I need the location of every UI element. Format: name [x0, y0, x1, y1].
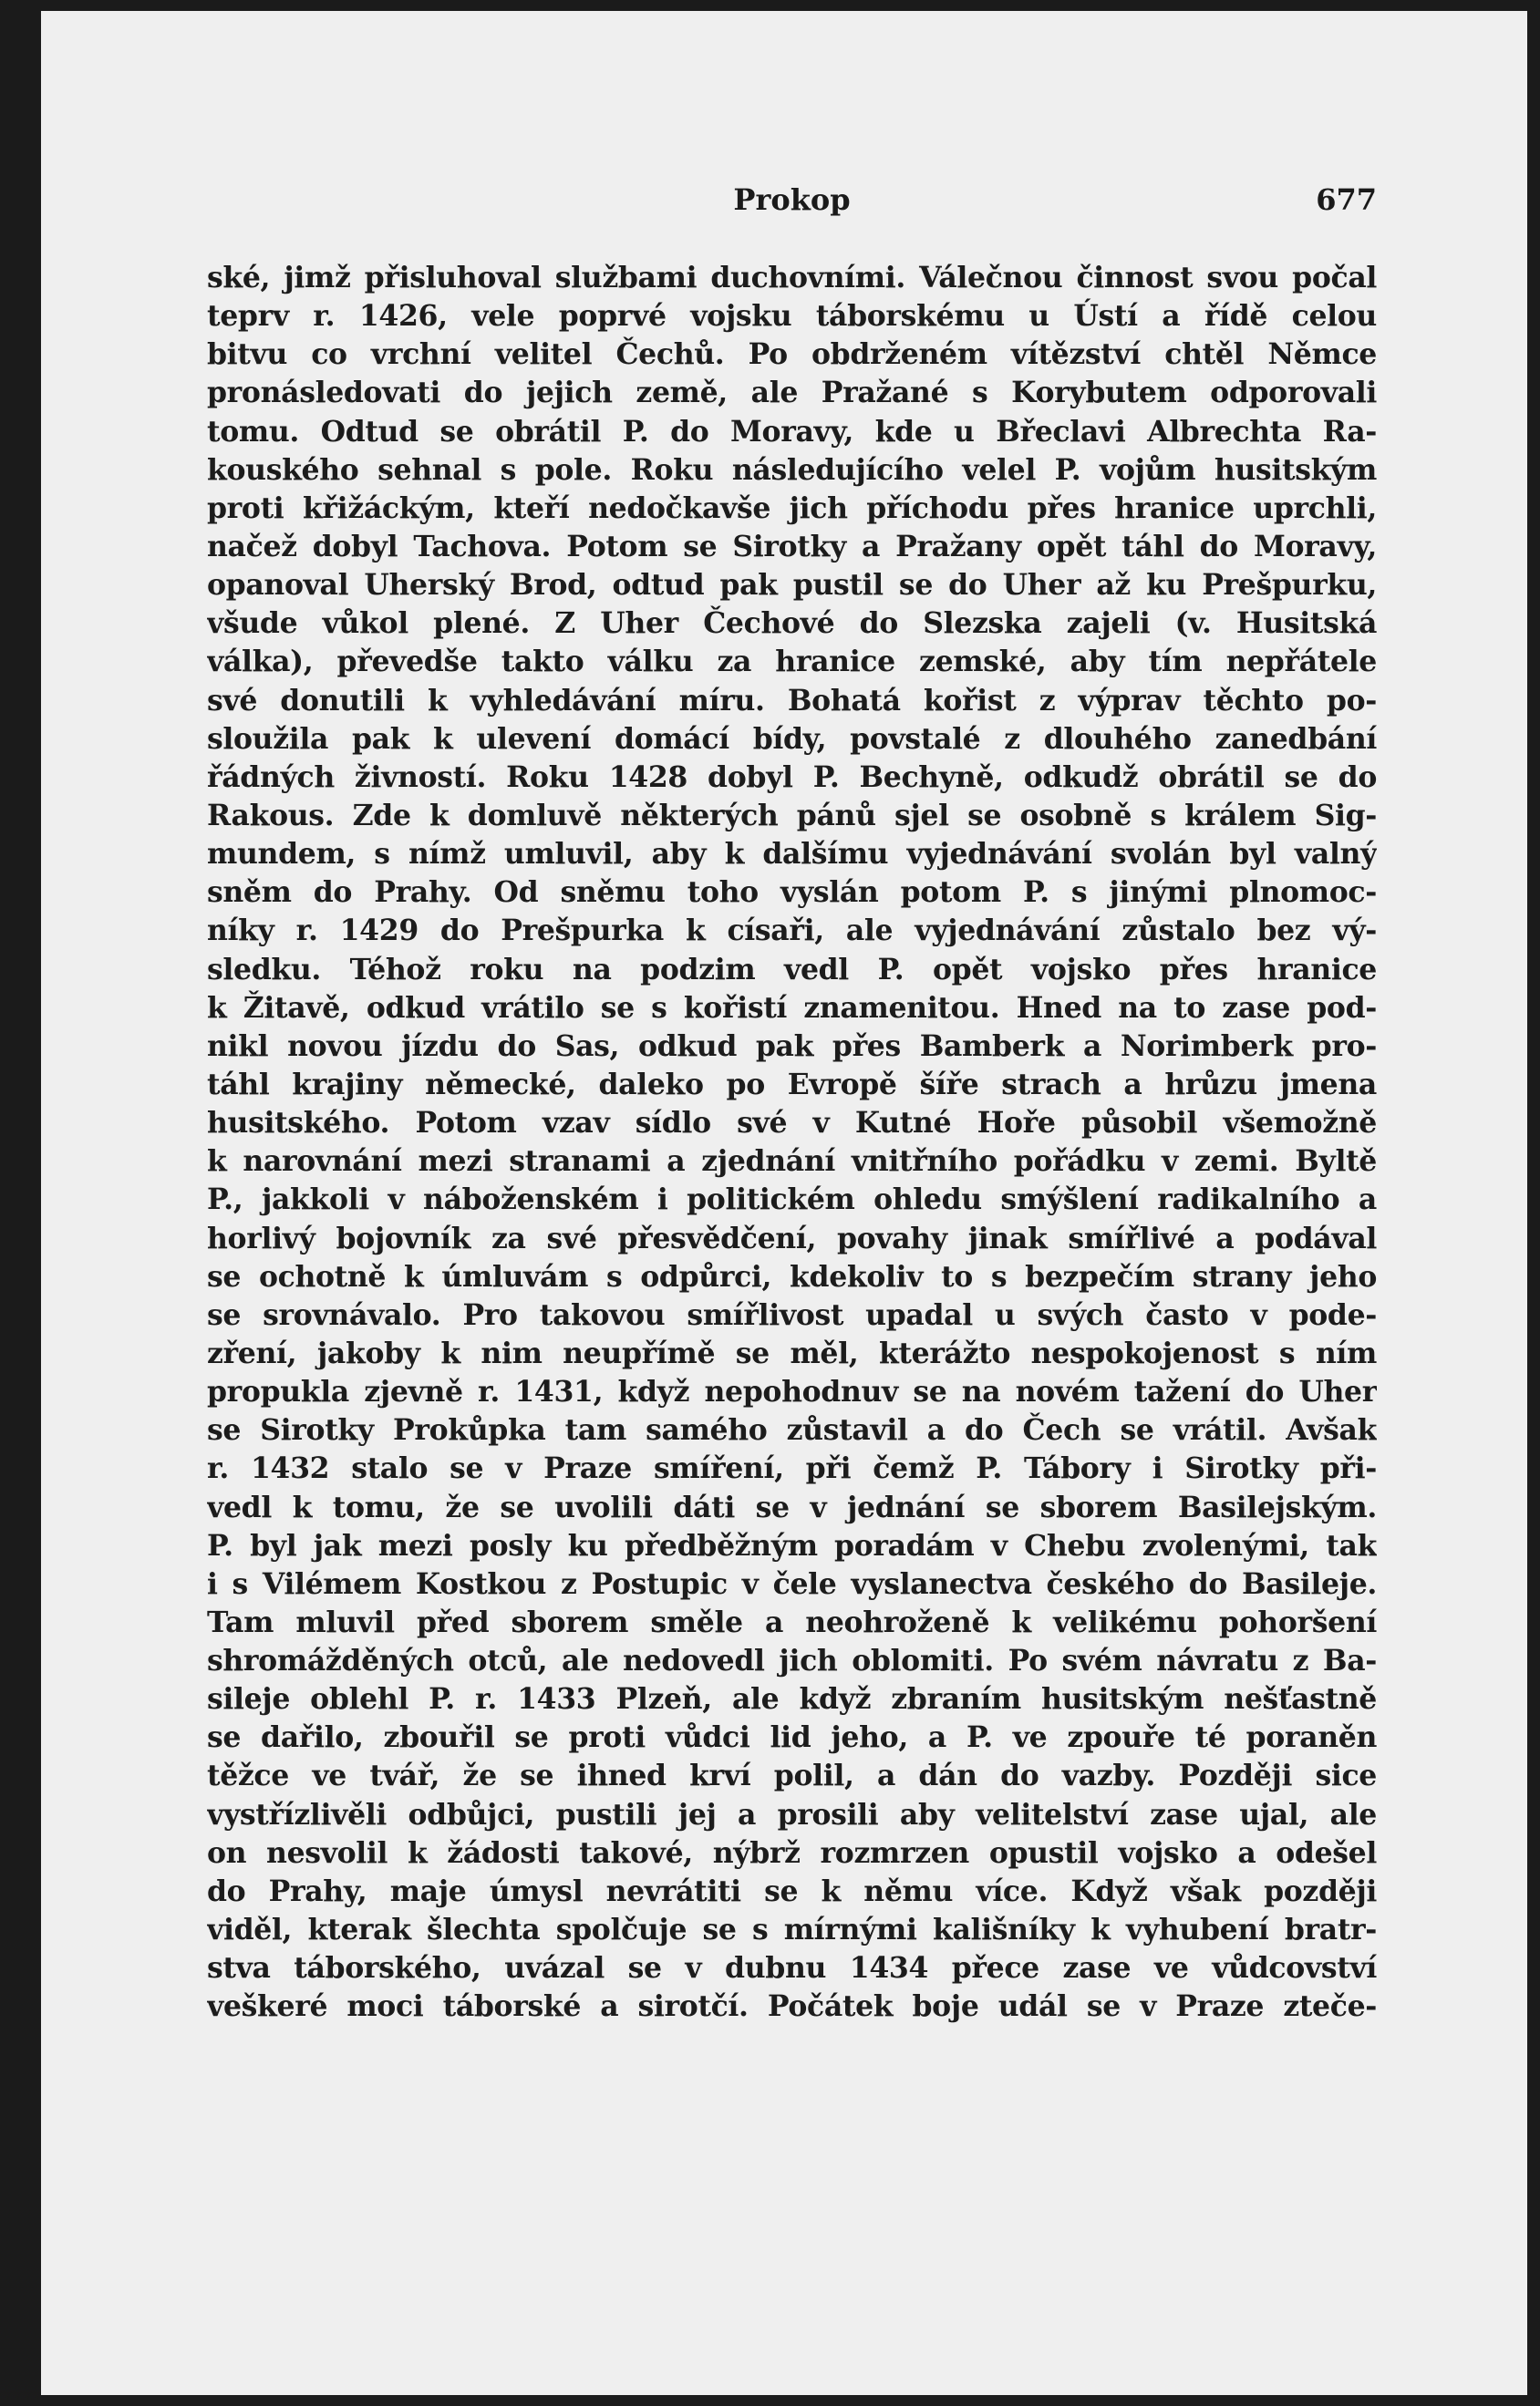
text-line: všude vůkol plené. Z Uher Čechové do Slezska zajeli (v. Husitská: [207, 606, 1377, 641]
text-line: husitského. Potom vzav sídlo své v Kutné Hoře působil všemožně: [207, 1106, 1377, 1141]
text-line: propukla zjevně r. 1431, když nepohodnuv se na novém tažení do Uher: [207, 1375, 1377, 1410]
text-line: k narovnání mezi stranami a zjednání vnitřního pořádku v zemi. Byltě: [207, 1144, 1377, 1179]
text-line: k Žitavě, odkud vrátilo se s kořistí znamenitou. Hned na to zase pod-: [207, 990, 1377, 1025]
text-line: veškeré moci táborské a sirotčí. Počátek boje udál se v Praze zteče-: [207, 1989, 1377, 2024]
text-line: tomu. Odtud se obrátil P. do Moravy, kde u Břeclavi Albrechta Ra-: [207, 414, 1377, 449]
text-line: válka), převedše takto válku za hranice zemské, aby tím nepřátele: [207, 645, 1377, 679]
text-line: řádných živností. Roku 1428 dobyl P. Bechyně, odkudž obrátil se do: [207, 759, 1377, 794]
text-line: táhl krajiny německé, daleko po Evropě šíře strach a hrůzu jmena: [207, 1067, 1377, 1101]
text-line: sněm do Prahy. Od sněmu toho vyslán potom P. s jinými plnomoc-: [207, 875, 1377, 910]
text-line: teprv r. 1426, vele poprvé vojsku táborskému u Ústí a řídě celou: [207, 299, 1377, 334]
text-line: Tam mluvil před sborem směle a neohroženě k velikému pohoršení: [207, 1605, 1377, 1639]
text-line: Rakous. Zde k domluvě některých pánů sjel se osobně s králem Sig-: [207, 798, 1377, 832]
text-line: své donutili k vyhledávání míru. Bohatá kořist z výprav těchto po-: [207, 683, 1377, 718]
text-line: on nesvolil k žádosti takové, nýbrž rozmrzen opustil vojsko a odešel: [207, 1835, 1377, 1870]
text-line: horlivý bojovník za své přesvědčení, povahy jinak smířlivé a podával: [207, 1221, 1377, 1255]
text-line: sledku. Téhož roku na podzim vedl P. opět vojsko přes hranice: [207, 952, 1377, 986]
text-line: opanoval Uherský Brod, odtud pak pustil se do Uher až ku Prešpurku,: [207, 568, 1377, 603]
text-line: se dařilo, zbouřil se proti vůdci lid jeho, a P. ve zpouře té poraněn: [207, 1720, 1377, 1755]
text-line: se Sirotky Prokůpka tam samého zůstavil a do Čech se vrátil. Avšak: [207, 1413, 1377, 1448]
text-line: se ochotně k úmluvám s odpůrci, kdekoliv to s bezpečím strany jeho: [207, 1259, 1377, 1294]
text-line: viděl, kterak šlechta spolčuje se s mírnými kališníky k vyhubení bratr-: [207, 1913, 1377, 1947]
text-line: proti křižáckým, kteří nedočkavše jich příchodu přes hranice uprchli,: [207, 490, 1377, 525]
text-line: shromážděných otců, ale nedovedl jich oblomiti. Po svém návratu z Ba-: [207, 1644, 1377, 1678]
page-number: 677: [1316, 182, 1377, 217]
text-line: mundem, s nímž umluvil, aby k dalšímu vyjednávání svolán byl valný: [207, 837, 1377, 872]
text-line: těžce ve tvář, že se ihned krví polil, a dán do vazby. Později sice: [207, 1759, 1377, 1793]
text-line: níky r. 1429 do Prešpurka k císaři, ale vyjednávání zůstalo bez vý-: [207, 914, 1377, 948]
text-line: bitvu co vrchní velitel Čechů. Po obdrženém vítězství chtěl Němce: [207, 337, 1377, 372]
text-line: načež dobyl Tachova. Potom se Sirotky a Pražany opět táhl do Moravy,: [207, 529, 1377, 563]
text-line: r. 1432 stalo se v Praze smíření, při čemž P. Tábory i Sirotky při-: [207, 1451, 1377, 1486]
text-line: sileje oblehl P. r. 1433 Plzeň, ale když zbraním husitským nešťastně: [207, 1682, 1377, 1717]
text-line: kouského sehnal s pole. Roku následujícího velel P. vojům husitským: [207, 452, 1377, 487]
text-line: se srovnávalo. Pro takovou smířlivost upadal u svých často v pode-: [207, 1297, 1377, 1332]
text-line: zření, jakoby k nim neupřímě se měl, kterážto nespokojenost s ním: [207, 1336, 1377, 1370]
text-line: pronásledovati do jejich země, ale Pražané s Korybutem odporovali: [207, 376, 1377, 410]
text-line: stva táborského, uvázal se v dubnu 1434 přece zase ve vůdcovství: [207, 1951, 1377, 1986]
text-line: ské, jimž přisluhoval službami duchovními. Válečnou činnost svou počal: [207, 261, 1377, 294]
text-line: P., jakkoli v náboženském i politickém ohledu smýšlení radikalního a: [207, 1182, 1377, 1217]
book-page: [41, 11, 1527, 2395]
running-title: Prokop: [733, 182, 851, 217]
text-line: nikl novou jízdu do Sas, odkud pak přes Bamberk a Norimberk pro-: [207, 1028, 1377, 1063]
text-line: i s Vilémem Kostkou z Postupic v čele vyslanectva českého do Basileje.: [207, 1566, 1377, 1601]
text-line: P. byl jak mezi posly ku předběžným poradám v Chebu zvolenými, tak: [207, 1528, 1377, 1563]
text-line: do Prahy, maje úmysl nevrátiti se k němu více. Když však později: [207, 1874, 1377, 1908]
text-line: vedl k tomu, že se uvolili dáti se v jednání se sborem Basilejským.: [207, 1490, 1377, 1524]
text-line: vystřízlivěli odbůjci, pustili jej a prosili aby velitelství zase ujal, ale: [207, 1797, 1377, 1832]
text-line: sloužila pak k ulevení domácí bídy, povstalé z dlouhého zanedbání: [207, 721, 1377, 756]
page-header: [207, 182, 1377, 226]
body-text: [207, 259, 1377, 2026]
